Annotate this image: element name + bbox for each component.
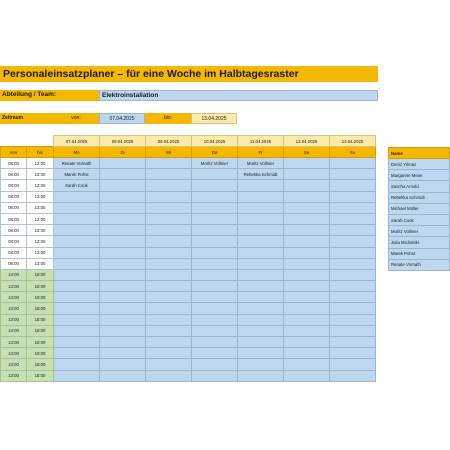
schedule-cell[interactable] [238,359,284,370]
time-to: 13:00 [27,202,54,213]
schedule-cell[interactable] [330,191,376,202]
schedule-cell[interactable] [330,337,376,348]
schedule-row [1,180,376,191]
schedule-cell[interactable] [284,247,330,258]
schedule-cell[interactable] [100,180,146,191]
schedule-cell[interactable] [330,269,376,280]
schedule-cell[interactable] [284,258,330,269]
schedule-row [1,337,376,348]
time-from: 13:00 [1,325,27,336]
date-cell: 12.04.2025 [284,136,330,147]
schedule-cell[interactable]: Rebekka Schmidt [238,169,284,180]
employee-name[interactable]: Marek Pohst [389,248,450,259]
schedule-cell[interactable] [146,213,192,224]
schedule-cell[interactable] [146,370,192,381]
schedule-cell[interactable] [54,325,100,336]
schedule-row [1,258,376,269]
schedule-cell[interactable] [100,325,146,336]
schedule-cell[interactable] [54,225,100,236]
names-header: Name [389,148,450,159]
time-to: 13:00 [27,258,54,269]
schedule-cell[interactable] [284,236,330,247]
time-to: 13:00 [27,213,54,224]
schedule-cell[interactable] [330,303,376,314]
time-from: 08:00 [1,236,27,247]
schedule-cell[interactable] [192,180,238,191]
schedule-row [1,158,376,169]
schedule-cell[interactable] [284,359,330,370]
schedule-row [1,348,376,359]
schedule-cell[interactable] [284,180,330,191]
schedule-cell[interactable] [192,325,238,336]
schedule-cell[interactable] [100,303,146,314]
schedule-cell[interactable] [54,292,100,303]
employee-name[interactable]: Rebekka Schmidt [389,192,450,203]
day-header: Mo [54,147,100,158]
schedule-cell[interactable] [100,269,146,280]
time-from: 08:00 [1,258,27,269]
schedule-cell[interactable] [238,337,284,348]
employee-name[interactable]: Moritz Vollmer [389,226,450,237]
schedule-cell[interactable] [54,348,100,359]
schedule-cell[interactable] [100,213,146,224]
schedule-cell[interactable] [192,225,238,236]
schedule-cell[interactable] [146,325,192,336]
schedule-cell[interactable] [54,191,100,202]
schedule-cell[interactable]: Renate Vornath [54,158,100,169]
schedule-cell[interactable] [330,370,376,381]
schedule-cell[interactable] [100,236,146,247]
time-from: 13:00 [1,370,27,381]
schedule-cell[interactable] [284,225,330,236]
time-from: 08:00 [1,169,27,180]
schedule-cell[interactable] [330,359,376,370]
period-from-label: von: [53,113,99,124]
schedule-cell[interactable] [100,359,146,370]
schedule-cell[interactable] [284,303,330,314]
schedule-cell[interactable] [54,337,100,348]
schedule-cell[interactable] [330,247,376,258]
schedule-cell[interactable] [146,281,192,292]
schedule-cell[interactable]: Marek Pohst [54,169,100,180]
date-cell: 11.04.2025 [238,136,284,147]
schedule-cell[interactable] [238,202,284,213]
schedule-cell[interactable] [146,191,192,202]
schedule-row [1,303,376,314]
time-to: 18:00 [27,359,54,370]
time-to: 13:00 [27,191,54,202]
schedule-cell[interactable] [146,202,192,213]
day-header: Do [192,147,238,158]
schedule-cell[interactable] [54,247,100,258]
schedule-cell[interactable] [330,236,376,247]
period-from-field[interactable]: 07.04.2025 [99,113,145,124]
schedule-cell[interactable] [54,202,100,213]
time-from: 08:00 [1,158,27,169]
schedule-cell[interactable] [146,247,192,258]
schedule-cell[interactable] [330,169,376,180]
time-from: 13:00 [1,303,27,314]
time-to: 18:00 [27,292,54,303]
schedule-cell[interactable]: Moritz Vollmer [192,158,238,169]
column-header-bis: bis [27,147,54,158]
schedule-cell[interactable] [100,202,146,213]
schedule-cell[interactable] [146,225,192,236]
date-cell: 08.04.2025 [100,136,146,147]
date-cell: 09.04.2025 [146,136,192,147]
period-to-field[interactable]: 13.04.2025 [191,113,237,124]
time-from: 13:00 [1,359,27,370]
schedule-cell[interactable] [284,213,330,224]
schedule-cell[interactable] [284,169,330,180]
schedule-row [1,213,376,224]
spacer-cell [1,136,27,147]
schedule-cell[interactable] [330,314,376,325]
schedule-cell[interactable] [284,314,330,325]
schedule-row [1,225,376,236]
schedule-cell[interactable] [100,158,146,169]
schedule-cell[interactable] [146,337,192,348]
time-to: 18:00 [27,325,54,336]
schedule-cell[interactable] [192,269,238,280]
schedule-cell[interactable] [330,180,376,191]
schedule-cell[interactable] [284,325,330,336]
schedule-cell[interactable] [238,180,284,191]
schedule-cell[interactable] [100,337,146,348]
schedule-cell[interactable] [284,337,330,348]
schedule-row [1,191,376,202]
time-to: 13:00 [27,158,54,169]
schedule-cell[interactable] [146,169,192,180]
schedule-cell[interactable] [284,370,330,381]
day-header: Fr [238,147,284,158]
time-to: 13:00 [27,225,54,236]
schedule-cell[interactable] [238,303,284,314]
schedule-cell[interactable] [284,281,330,292]
day-header: Di [100,147,146,158]
time-to: 13:00 [27,247,54,258]
schedule-cell[interactable] [54,258,100,269]
schedule-cell[interactable] [146,180,192,191]
schedule-row [1,247,376,258]
schedule-cell[interactable] [238,213,284,224]
column-header-von: von [1,147,27,158]
schedule-cell[interactable] [146,258,192,269]
time-to: 18:00 [27,303,54,314]
schedule-cell[interactable] [146,236,192,247]
schedule-cell[interactable] [238,191,284,202]
schedule-cell[interactable] [54,370,100,381]
time-from: 13:00 [1,314,27,325]
schedule-cell[interactable] [238,269,284,280]
schedule-cell[interactable] [100,292,146,303]
schedule-row [1,281,376,292]
schedule-cell[interactable] [192,213,238,224]
time-to: 18:00 [27,370,54,381]
schedule-cell[interactable] [146,359,192,370]
time-from: 08:00 [1,180,27,191]
schedule-cell[interactable] [100,225,146,236]
date-cell: 07.04.2025 [54,136,100,147]
schedule-cell[interactable] [54,314,100,325]
schedule-row [1,169,376,180]
schedule-cell[interactable] [54,281,100,292]
schedule-cell[interactable] [192,258,238,269]
schedule-row [1,359,376,370]
department-field[interactable]: Elektroinstallation [99,90,378,101]
schedule-cell[interactable] [284,269,330,280]
time-from: 13:00 [1,337,27,348]
schedule-cell[interactable] [192,303,238,314]
schedule-cell[interactable] [146,303,192,314]
date-cell: 13.04.2025 [330,136,376,147]
employee-name[interactable]: Julia Michalski [389,237,450,248]
schedule-cell[interactable] [54,236,100,247]
schedule-cell[interactable] [330,348,376,359]
schedule-cell[interactable] [146,314,192,325]
schedule-cell[interactable] [238,370,284,381]
schedule-cell[interactable] [192,314,238,325]
schedule-cell[interactable] [54,303,100,314]
schedule-cell[interactable] [192,348,238,359]
schedule-cell[interactable] [100,191,146,202]
employee-name[interactable]: Sarah Cook [389,214,450,225]
day-header: Mi [146,147,192,158]
schedule-cell[interactable] [100,281,146,292]
schedule-cell[interactable] [146,348,192,359]
schedule-cell[interactable] [100,247,146,258]
spacer-cell [27,136,54,147]
schedule-cell[interactable] [192,370,238,381]
schedule-cell[interactable] [146,292,192,303]
time-to: 18:00 [27,314,54,325]
schedule-cell[interactable] [238,225,284,236]
time-to: 13:00 [27,236,54,247]
employee-list [388,147,450,271]
period-label: Zeitraum [0,113,53,124]
schedule-cell[interactable] [192,359,238,370]
time-to: 18:00 [27,269,54,280]
schedule-cell[interactable] [238,292,284,303]
schedule-cell[interactable] [330,225,376,236]
schedule-cell[interactable] [192,281,238,292]
schedule-cell[interactable] [146,158,192,169]
schedule-cell[interactable] [330,325,376,336]
schedule-cell[interactable] [100,258,146,269]
time-from: 13:00 [1,269,27,280]
time-from: 13:00 [1,292,27,303]
schedule-row [1,314,376,325]
schedule-cell[interactable] [238,247,284,258]
employee-name[interactable]: Renate Vornath [389,259,450,270]
time-to: 18:00 [27,348,54,359]
schedule-cell[interactable] [192,169,238,180]
schedule-row [1,236,376,247]
schedule-cell[interactable] [284,191,330,202]
day-header: So [330,147,376,158]
time-to: 13:00 [27,169,54,180]
day-header: Sa [284,147,330,158]
schedule-cell[interactable] [192,236,238,247]
department-label: Abteilung / Team: [0,90,99,101]
employee-name[interactable]: Deniz Yılmaz [389,159,450,170]
page-title: Personaleinsatzplaner – für eine Woche im Halbtagesraster [0,66,378,82]
time-to: 18:00 [27,281,54,292]
schedule-cell[interactable] [284,348,330,359]
schedule-cell[interactable] [192,202,238,213]
schedule-row [1,370,376,381]
schedule-row [1,202,376,213]
schedule-cell[interactable] [238,258,284,269]
time-from: 13:00 [1,281,27,292]
schedule-cell[interactable] [192,292,238,303]
date-cell: 10.04.2025 [192,136,238,147]
time-from: 13:00 [1,348,27,359]
schedule-cell[interactable] [100,370,146,381]
employee-name[interactable]: Sascha Arnold [389,181,450,192]
schedule-cell[interactable] [100,348,146,359]
schedule-row [1,269,376,280]
schedule-cell[interactable] [284,202,330,213]
time-from: 08:00 [1,213,27,224]
schedule-grid [0,135,376,382]
schedule-cell[interactable] [146,269,192,280]
schedule-cell[interactable] [192,247,238,258]
schedule-cell[interactable] [330,292,376,303]
schedule-cell[interactable] [330,202,376,213]
schedule-cell[interactable] [238,314,284,325]
schedule-cell[interactable] [238,281,284,292]
schedule-cell[interactable] [238,236,284,247]
period-to-label: bis: [145,113,191,124]
schedule-cell[interactable] [330,158,376,169]
schedule-cell[interactable] [284,292,330,303]
time-to: 18:00 [27,337,54,348]
time-from: 08:00 [1,225,27,236]
time-from: 08:00 [1,202,27,213]
schedule-cell[interactable] [330,281,376,292]
schedule-cell[interactable] [238,348,284,359]
time-from: 08:00 [1,191,27,202]
employee-name[interactable]: Margarete Meier [389,170,450,181]
schedule-cell[interactable] [192,337,238,348]
time-from: 08:00 [1,247,27,258]
schedule-cell[interactable]: Sarah Cook [54,180,100,191]
schedule-cell[interactable] [54,359,100,370]
schedule-cell[interactable] [284,158,330,169]
schedule-cell[interactable] [192,191,238,202]
schedule-cell[interactable] [54,269,100,280]
schedule-cell[interactable] [238,325,284,336]
schedule-cell[interactable] [100,169,146,180]
schedule-cell[interactable] [100,314,146,325]
schedule-cell[interactable] [330,213,376,224]
schedule-cell[interactable]: Moritz Vollmer [238,158,284,169]
schedule-row [1,325,376,336]
schedule-cell[interactable] [54,213,100,224]
time-to: 13:00 [27,180,54,191]
schedule-row [1,292,376,303]
employee-name[interactable]: Michael Müller [389,203,450,214]
schedule-cell[interactable] [330,258,376,269]
